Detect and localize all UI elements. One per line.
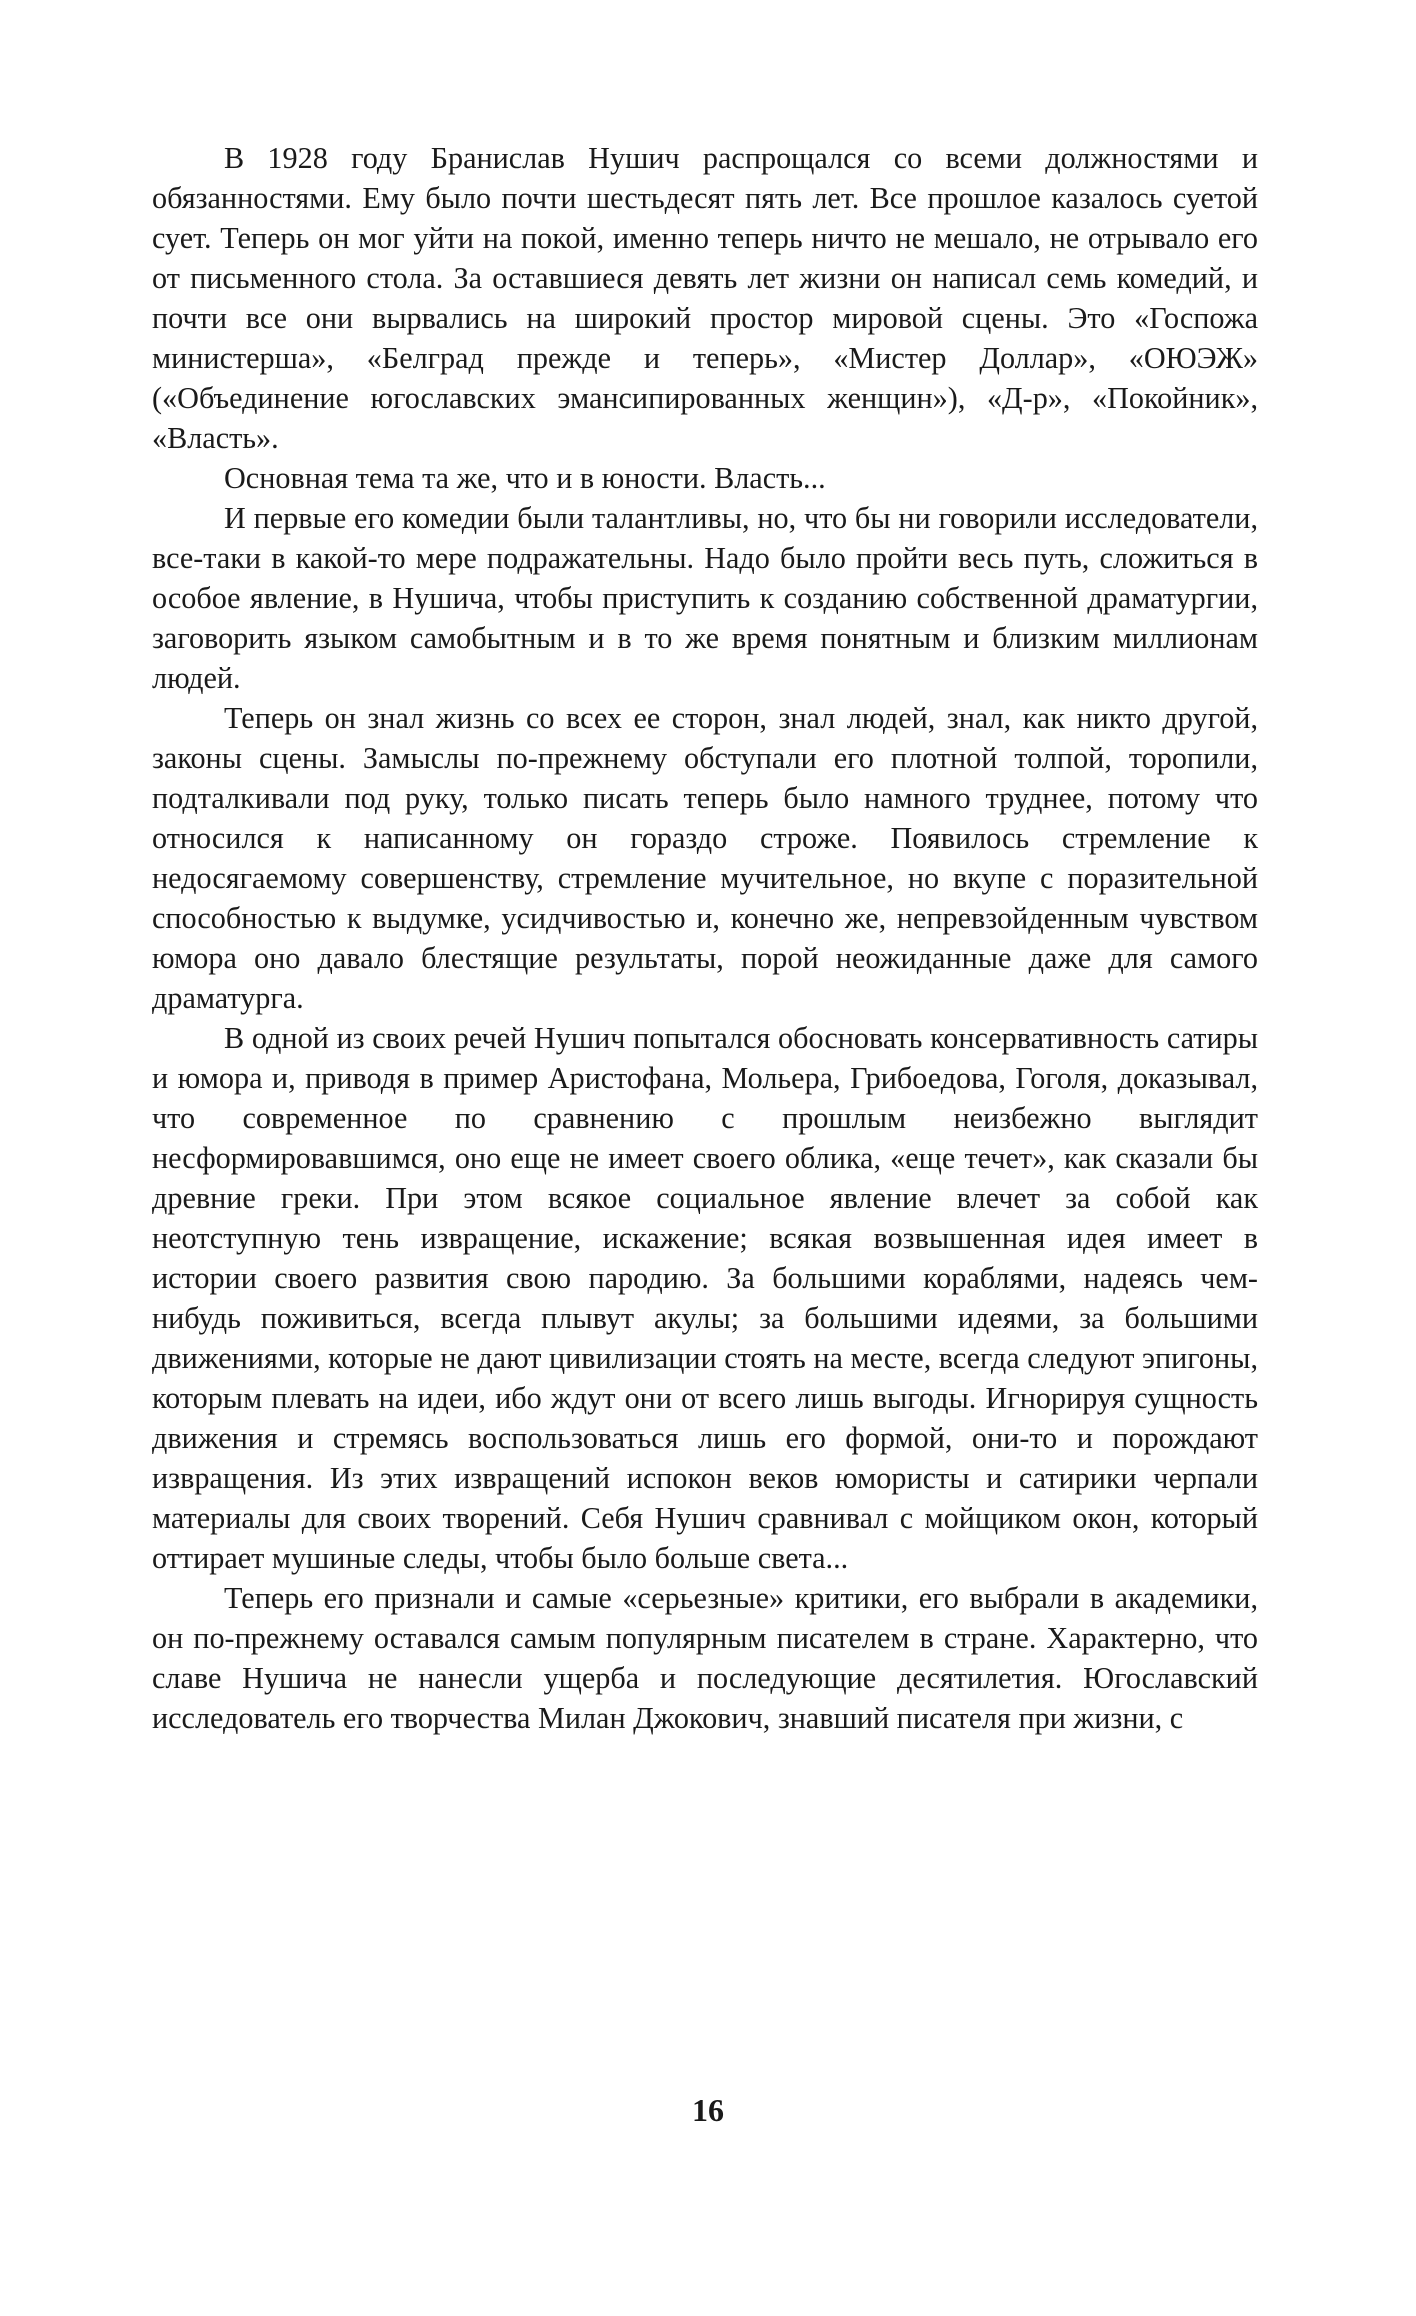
paragraph-3: И первые его комедии были талантливы, но, что бы ни говорили исследователи, все-таки в какой-то мере подражательны. Надо было пройти весь путь, сложиться в особое явление, в Нушича, чтобы приступить к созданию собственной драматургии, заговорить языком самобытным и в то же время понятным и близким миллионам людей. (152, 501, 1258, 695)
paragraph-6: Теперь его признали и самые «серьезные» критики, его выбрали в академики, он по-прежнему оставался самым популярным писателем в стране. Характерно, что славе Нушича не нанесли ущерба и последующие десятилетия. Югославский исследователь его творчества Милан Джокович, знавший писателя при жизни, с (152, 1581, 1258, 1735)
paragraph-4: Теперь он знал жизнь со всех ее сторон, знал людей, знал, как никто другой, законы сцены. Замыслы по-прежнему обступали его плотной толпой, торопили, подталкивали под руку, только писать теперь было намного труднее, потому что относился к написанному он гораздо строже. Появилось стремление к недосягаемому совершенству, стремление мучительное, но вкупе с поразительной способностью к выдумке, усидчивостью и, конечно же, непревзойденным чувством юмора оно давало блестящие результаты, порой неожиданные даже для самого драматурга. (152, 701, 1258, 1015)
body-text (152, 138, 1258, 1738)
paragraph-1: В 1928 году Бранислав Нушич распрощался со всеми должностями и обязанностями. Ему было почти шестьдесят пять лет. Все прошлое казалось суетой сует. Теперь он мог уйти на покой, именно теперь ничто не мешало, не отрывало его от письменного стола. За оставшиеся девять лет жизни он написал семь комедий, и почти все они вырвались на широкий простор мировой сцены. Это «Госпожа министерша», «Белград прежде и теперь», «Мистер Доллар», «ОЮЭЖ» («Объединение югославских эмансипированных женщин»), «Д-р», «Покойник», «Власть». (152, 141, 1258, 455)
paragraph-2: Основная тема та же, что и в юности. Власть... (224, 461, 826, 495)
page-number: 16 (692, 2092, 724, 2128)
paragraph-5: В одной из своих речей Нушич попытался обосновать консервативность сатиры и юмора и, приводя в пример Аристофана, Мольера, Грибоедова, Гоголя, доказывал, что современное по сравнению с прошлым неизбежно выглядит несформировавшимся, оно еще не имеет своего облика, «еще течет», как сказали бы древние греки. При этом всякое социальное явление влечет за собой как неотступную тень извращение, искажение; всякая возвышенная идея имеет в истории своего развития свою пародию. За большими кораблями, надеясь чем-нибудь поживиться, всегда плывут акулы; за большими идеями, за большими движениями, которые не дают цивилизации стоять на месте, всегда следуют эпигоны, которым плевать на идеи, ибо ждут они от всего лишь выгоды. Игнорируя сущность движения и стремясь воспользоваться лишь его формой, они-то и порождают извращения. Из этих извращений испокон веков юмористы и сатирики черпали материалы для своих творений. Себя Нушич сравнивал с мойщиком окон, который оттирает мушиные следы, чтобы было больше света... (152, 1021, 1258, 1575)
